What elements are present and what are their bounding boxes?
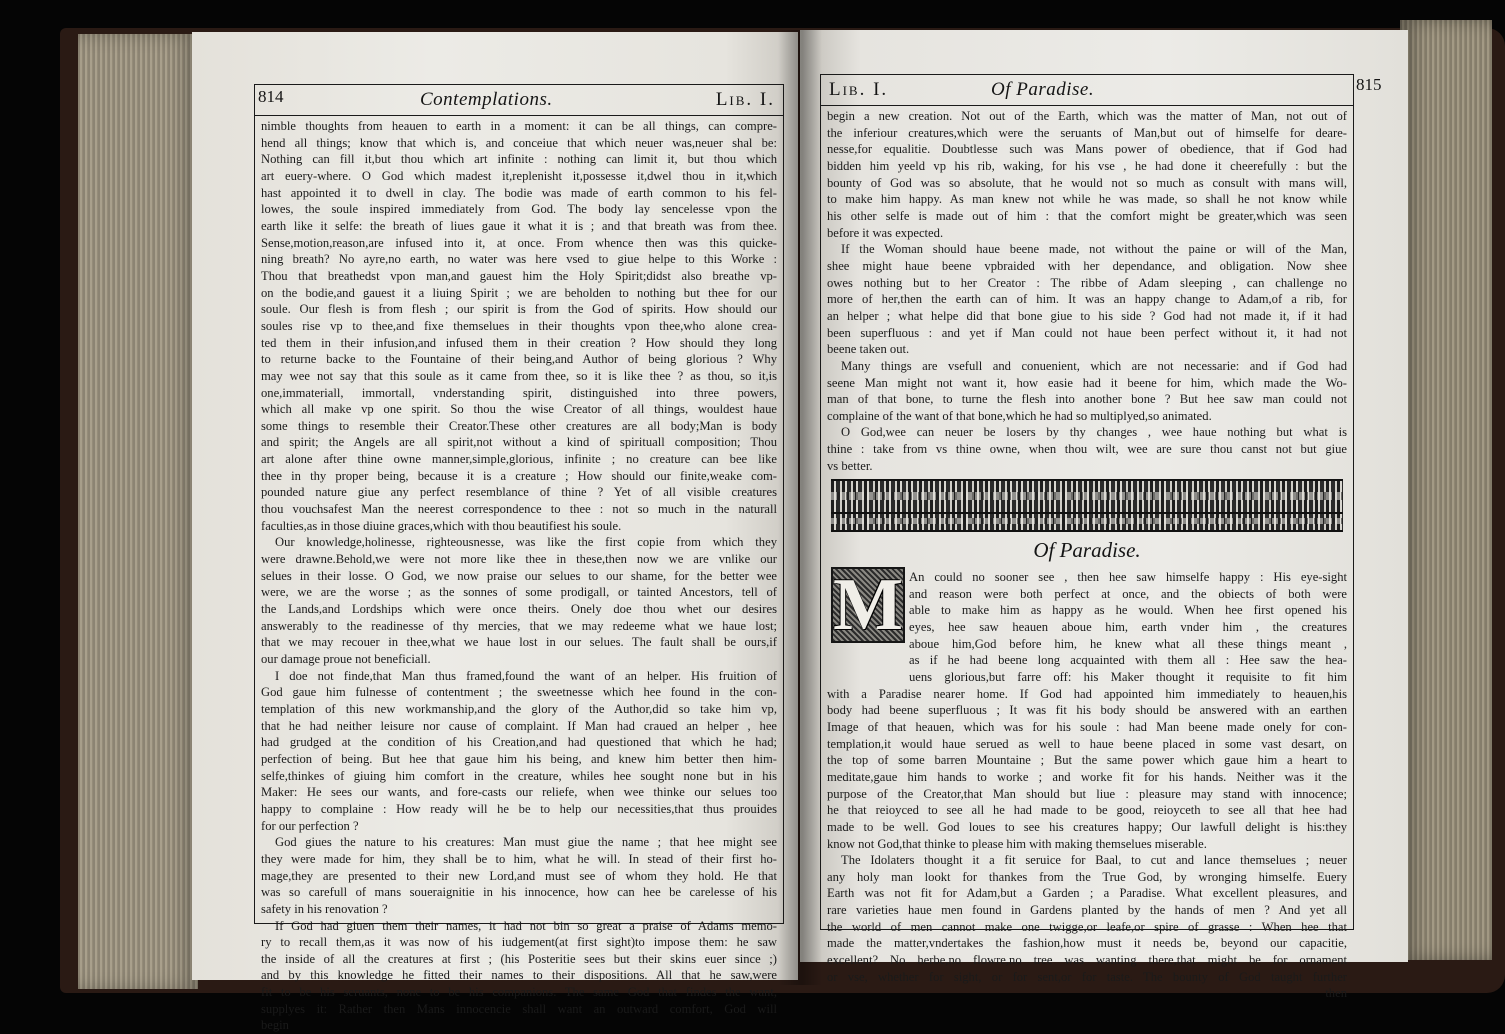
text-line: the inside of all the creatures at first ; (his Posteritie sees but their skins euer since ;)	[261, 951, 777, 966]
page-header	[255, 85, 783, 116]
text-line: and spirit; the Angels are all spirit,not without a kind of spirituall composition; Thou	[261, 435, 777, 450]
text-line: If the Woman should haue beene made, not without the paine or will of the Man,	[841, 242, 1347, 257]
text-line: An could no sooner see , then hee saw himselfe happy : His eye-sight	[909, 570, 1347, 584]
text-line: If God had giuen them their names, it had not bin so great a praise of Adams memo-	[275, 918, 777, 933]
text-line: hend all things; know that which is, and conceiue that which neuer was,neuer shal be:	[261, 135, 777, 150]
text-line: complaine of the want of that bone,which he had so multiplyed,so animated.	[827, 408, 1212, 423]
text-line: ted them in their infusion,and infused them in their creation ? How should they long	[261, 335, 777, 350]
left-page-edges	[78, 34, 198, 989]
text-line: that we may recouer in thee,what we haue lost in our selues. The fault shall be ours,if	[261, 635, 777, 650]
book-label: Lib. I.	[715, 89, 775, 110]
text-line: to make him happy. As man knew not while he was made, so shall he not know while	[827, 192, 1347, 207]
right-page	[800, 30, 1408, 1001]
running-title: Of Paradise.	[991, 79, 1095, 100]
text-line: fit to be his seruants, none to be his companions. The same God that findes the want,	[261, 985, 777, 1000]
text-line: bidden him yeeld vp his rib, waking, for his vse , he had done it cheerefully : but the	[827, 158, 1347, 173]
text-line: shee might haue beene vpbraided with her dependance, and obligation. Now shee	[827, 258, 1347, 273]
text-line: beene taken out.	[827, 342, 910, 357]
text-line: or vse, whether for sight, or for sent,or for taste. The bounty of God taught further	[827, 969, 1347, 984]
text-line: eyes, hee saw heauen aboue him, earth vnder him , the creatures	[909, 619, 1347, 634]
text-line: Maker: He sees our wants, and fore-casts our reliefe, when wee thinke our selues too	[261, 785, 777, 800]
text-line: ry to recall them,as it was now of his iudgement(at first sight)to impose them: he saw	[261, 935, 777, 950]
page-number: 815	[1356, 75, 1382, 94]
text-line: rare varieties haue men found in Gardens planted by the hands of men ? And yet all	[827, 903, 1347, 918]
text-frame	[820, 74, 1354, 1001]
right-page-text-bottom	[827, 564, 1347, 1002]
page-number: 814	[258, 87, 284, 106]
text-frame	[254, 84, 784, 1033]
text-line: some things to resemble their Creator.These other creatures are all body;Man is body	[261, 418, 777, 433]
printers-ornament	[831, 479, 1343, 515]
text-line: begin	[261, 1018, 289, 1033]
text-line: on the bodie,and gauest it a liuing Spirit ; we are beholden to nothing but thee for our	[261, 285, 777, 300]
text-line: mage,they are presented to their new Lord,and must see of whom they hold. He that	[261, 868, 777, 883]
text-line: Earth was not fit for Adam,but a Garden ; a Paradise. What excellent pleasures, and	[827, 886, 1347, 901]
text-line: and reason were both perfect at once, and the obiects of both were	[909, 586, 1347, 601]
text-line: God gaue him fulnesse of contentment ; the sweetnesse which hee found in the con-	[261, 685, 777, 700]
text-line: thou vouchsafest Man the neerest correspondence to thee : not so much in the naturall	[261, 502, 777, 517]
text-line: happy to complaine : How ready will he be to help our necessities,that thus prouides	[261, 801, 777, 816]
text-line: selfe,thinkes of giuing him comfort in the creature, whiles hee sought none but in his	[261, 768, 777, 783]
text-line: templation of this new workmanship,and the glory of the Author,did so take him vp,	[261, 701, 777, 716]
text-line: Our knowledge,holinesse, righteousnesse, was like the first copie from which they	[275, 535, 777, 550]
text-line: templation,it would haue serued as well to haue beene placed in some vast desart, on	[827, 736, 1347, 751]
text-line: before it was expected.	[827, 225, 944, 240]
text-line: more of her,then the earth can of him. It was an happy change to Adam,of a rib, for	[827, 292, 1347, 307]
left-page	[192, 32, 798, 1033]
text-line: Nothing can fill it,but thou which art infinite : nothing can limit it, but thou which	[261, 152, 777, 167]
text-line: Image of that heauen, which was for his soule : had Man beene made onely for con-	[827, 719, 1347, 734]
text-line: seene Man might not want it, how easie had it beene for him, which made the Wo-	[827, 375, 1347, 390]
text-line: begin a new creation. Not out of the Earth, which was the matter of Man, not out of	[827, 109, 1347, 123]
text-line: owes nothing but to her Creator : The ribbe of Adam sleeping , can challenge no	[827, 275, 1347, 290]
text-line: thine : take from vs thine owne, when thou wilt, wee are sure thou canst not but giue	[827, 442, 1347, 457]
text-line: selues in their losse. O God, we now praise our selues to our shame, for the better wee	[261, 568, 777, 583]
text-line: Thou that breathedst vpon man,and gauest him the Holy Spirit;didst also breathe vp-	[261, 268, 777, 283]
right-page-text-top	[827, 108, 1347, 474]
text-line: his other selfe is made out of him : that the comfort might be greater,which was seen	[827, 208, 1347, 223]
text-line: meditate,gaue him hands to worke ; and worke fit for his hands. Neither was it the	[827, 769, 1347, 784]
text-line: been superfluous : and yet if Man could not haue been perfect without it, it had not	[827, 325, 1347, 340]
text-line: nesse,for equalitie. Doubtlesse such was Mans power of obedience, that if God had	[827, 142, 1347, 157]
text-line: aboue him,God before him, he knew what all these things meant ,	[909, 636, 1347, 651]
page-header	[821, 75, 1353, 106]
text-line: ning breath? No ayre,no earth, no water was here vsed to giue helpe to this Worke :	[261, 252, 777, 267]
text-line: nimble thoughts from heauen to earth in a moment: it can be all things, can compre-	[261, 119, 777, 133]
text-line: as if he had beene long acquainted with them all : Hee saw the hea-	[909, 653, 1347, 668]
text-line: pounded nature giue any perfect resemblance of thine ? Yet of all visible creatures	[261, 485, 777, 500]
text-line: for our perfection ?	[261, 818, 359, 833]
text-line: had grudged at the condition of his Creation,and had questioned that which he had;	[261, 735, 777, 750]
text-line: the Lands,and Lordships which were once theirs. Onely doe thou whet our desires	[261, 602, 777, 617]
text-line: safety in his renovation ?	[261, 901, 388, 916]
text-line: soules rise vp to thee,and fixe themselues in their thoughts vpon thee,who alone crea-	[261, 318, 777, 333]
text-line: one,immateriall, immortall, vnderstanding spirit, distinguished into three powers,	[261, 385, 777, 400]
text-line: bounty of God was so absolute, that he would not so much as consult with mans will,	[827, 175, 1347, 190]
text-line: made the matter,vndertakes the fashion,how must it needs be, beyond our capacitie,	[827, 936, 1347, 951]
text-line: they were made for him, they shall be to him, what he will. In stead of their first ho-	[261, 851, 777, 866]
text-line: supplyes it: Rather then Mans innocencie shall want an outward comfort, God will	[261, 1001, 777, 1016]
text-line: faculties,as in those diuine graces,which with thou beautifiest his soule.	[261, 518, 622, 533]
text-line: any holy man lookt for thankes from the True God, by wronging himselfe. Euery	[827, 869, 1347, 884]
section-title: Of Paradise.	[1033, 538, 1141, 562]
text-line: which all make vp one spirit. So thou the wise Creator of all things, wouldest haue	[261, 402, 777, 417]
text-line: with a Paradise nearer home. If God had appointed him immediately to heauen,his	[827, 686, 1347, 701]
text-line: The Idolaters thought it a fit seruice for Baal, to cut and lance themselues ; neuer	[841, 853, 1347, 868]
text-line: God giues the nature to his creatures: Man must giue the name ; that hee might see	[275, 835, 777, 850]
text-line: able to make him as happy as he would. When hee first opened his	[909, 603, 1347, 618]
text-line: lowes, the soule inspired immediately from God. The body lay sencelesse vpon the	[261, 202, 777, 217]
printers-ornament-lower	[831, 512, 1343, 532]
text-line: was so carefull of mans soueraignitie in his innocence, how can hee be carelesse of his	[261, 885, 777, 900]
text-line: were, we are the worse ; as the sonnes of some prodigall, or tainted Ancestors, tell of	[261, 585, 777, 600]
text-line: art alone after thine owne manner,simple,glorious, infinite ; no creature can bee like	[261, 452, 777, 467]
text-line: then	[1325, 986, 1347, 1001]
text-line: soule. Our flesh is from flesh ; our spirit is from the God of spirits. How should our	[261, 302, 777, 317]
spine-gutter	[778, 30, 822, 985]
text-line: he that reioyced to see all he had made to be good, reioyceth to see all that hee had	[827, 803, 1347, 818]
text-line: vs better.	[827, 458, 873, 473]
right-page-edges	[1400, 20, 1492, 960]
text-line: that he had neither leisure nor cause of complaint. If Man had craued an helper , hee	[261, 718, 777, 733]
text-line: an helper ; what helpe did that bone giue to his side ? God had not made it, if it had	[827, 308, 1347, 323]
left-page-text	[261, 118, 777, 1034]
text-line: art euery-where. O God which madest it,replenisht it,possesse it,dwel thou in it,which	[261, 168, 777, 183]
text-line: the inferiour creatures,which were the seruants of Man,but out of himselfe for deare-	[827, 125, 1347, 140]
text-line: were drawne.Behold,we were not more like thee in these,then now we are vnlike our	[261, 552, 777, 567]
text-line: Sense,motion,reason,are infused into it, at once. From whence then was this quicke-	[261, 235, 777, 250]
text-line: earth like it selfe: the breath of liues gaue it what it is ; and that breath was from thee.	[261, 218, 777, 233]
running-title: Contemplations.	[420, 89, 553, 110]
text-line: the top of some barren Mountaine ; But the same power which gaue him a heart to	[827, 753, 1347, 768]
book-label: Lib. I.	[829, 79, 889, 100]
text-line: our damage proue not beneficiall.	[261, 652, 431, 666]
text-line: made to be well. God loues to see his creatures happy; Our lawfull delight is his:they	[827, 819, 1347, 834]
text-line: answerably to the readinesse of thy mercies, that we may redeeme what we haue lost;	[261, 618, 777, 633]
text-line: purpose of the Creator,that Man should but liue : pleasure may stand with innocence;	[827, 786, 1347, 801]
text-line: Many things are vsefull and conuenient, which are not necessarie: and if God had	[841, 358, 1347, 373]
drop-cap-letter: M	[833, 564, 903, 646]
text-line: I doe not finde,that Man thus framed,found the want of an helper. His fruition of	[275, 668, 777, 683]
text-line: O God,wee can neuer be losers by thy changes , wee haue nothing but what is	[841, 425, 1347, 440]
text-line: may wee not say that this soule as it came from thee, so it is like thee ? as thou, so it,is	[261, 368, 777, 383]
text-line: thee in thy proper being, because it is a creature ; How should our finite,weake com-	[261, 468, 777, 483]
text-line: and by this knowledge he fitted their names to their dispositions. All that he saw,were	[261, 968, 777, 983]
text-line: perfection of being. But hee that gaue him his being, and knew him better then him-	[261, 751, 777, 766]
text-line: to returne backe to the Fountaine of their being,and Author of being glorious ? Why	[261, 352, 777, 367]
text-line: the world of men cannot make one twigge,or leafe,or spire of grasse : When hee that	[827, 919, 1347, 934]
text-line: hast appointed it to dwell in clay. The bodie was made of earth common to his fel-	[261, 185, 777, 200]
text-line: excellent? No herbe,no flowre,no tree was wanting there,that might be for ornament	[827, 953, 1347, 968]
text-line: man of that bone, to turne the flesh into another bone ? But hee saw man could not	[827, 392, 1347, 407]
text-line: body had beene superfluous ; It was fit his body should be answered with an earthen	[827, 703, 1347, 718]
text-line: uens glorious,but farre off: his Maker thought it requisite to fit him	[909, 669, 1347, 684]
text-line: know not God,that thinke to please him with making themselues miserable.	[827, 836, 1207, 851]
